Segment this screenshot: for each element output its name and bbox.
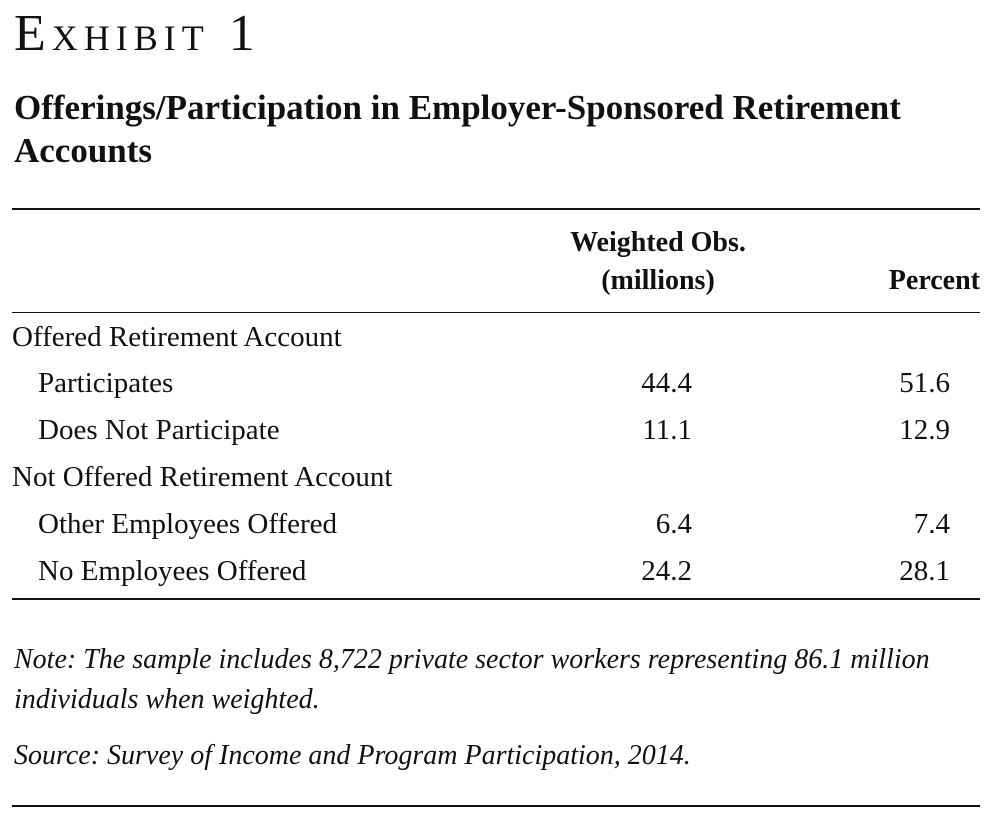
table-top-rule	[12, 208, 980, 210]
table-row-not-offered-group	[0, 454, 1008, 500]
exhibit-end-rule	[12, 805, 980, 807]
column-header-weighted-obs	[528, 224, 788, 300]
table-row-other-employees-offered	[0, 501, 1008, 547]
row-percent: 51.6	[899, 367, 950, 399]
row-label: Not Offered Retirement Account	[12, 461, 393, 493]
row-weighted-obs: 44.4	[641, 367, 692, 399]
row-label: Does Not Participate	[38, 414, 280, 446]
table-row-no-employees-offered	[0, 548, 1008, 594]
row-percent: 7.4	[913, 508, 950, 540]
row-label: Offered Retirement Account	[12, 321, 342, 353]
table-note: Note: The sample includes 8,722 private sector workers representing 86.1 million individuals when weighted.	[14, 644, 930, 715]
row-weighted-obs: 6.4	[655, 508, 692, 540]
row-label: Participates	[38, 367, 174, 399]
row-weighted-obs: 24.2	[641, 555, 692, 587]
row-label: No Employees Offered	[38, 555, 307, 587]
table-header-rule	[12, 312, 980, 313]
column-header-weighted-obs-line2: (millions)	[601, 265, 715, 296]
column-header-weighted-obs-line1: Weighted Obs.	[570, 227, 746, 258]
exhibit-label: Exhibit 1	[14, 5, 261, 62]
table-source: Source: Survey of Income and Program Participation, 2014.	[14, 740, 691, 771]
column-header-percent: Percent	[888, 265, 980, 296]
table-row-offered-group	[0, 314, 1008, 360]
table-row-participates	[0, 360, 1008, 406]
row-label: Other Employees Offered	[38, 508, 338, 540]
table-bottom-rule	[12, 598, 980, 600]
table-row-does-not-participate	[0, 407, 1008, 453]
row-percent: 28.1	[899, 555, 950, 587]
row-percent: 12.9	[899, 414, 950, 446]
row-weighted-obs: 11.1	[642, 414, 692, 446]
exhibit-title: Offerings/Participation in Employer-Sponsored Retirement Accounts	[14, 88, 901, 170]
